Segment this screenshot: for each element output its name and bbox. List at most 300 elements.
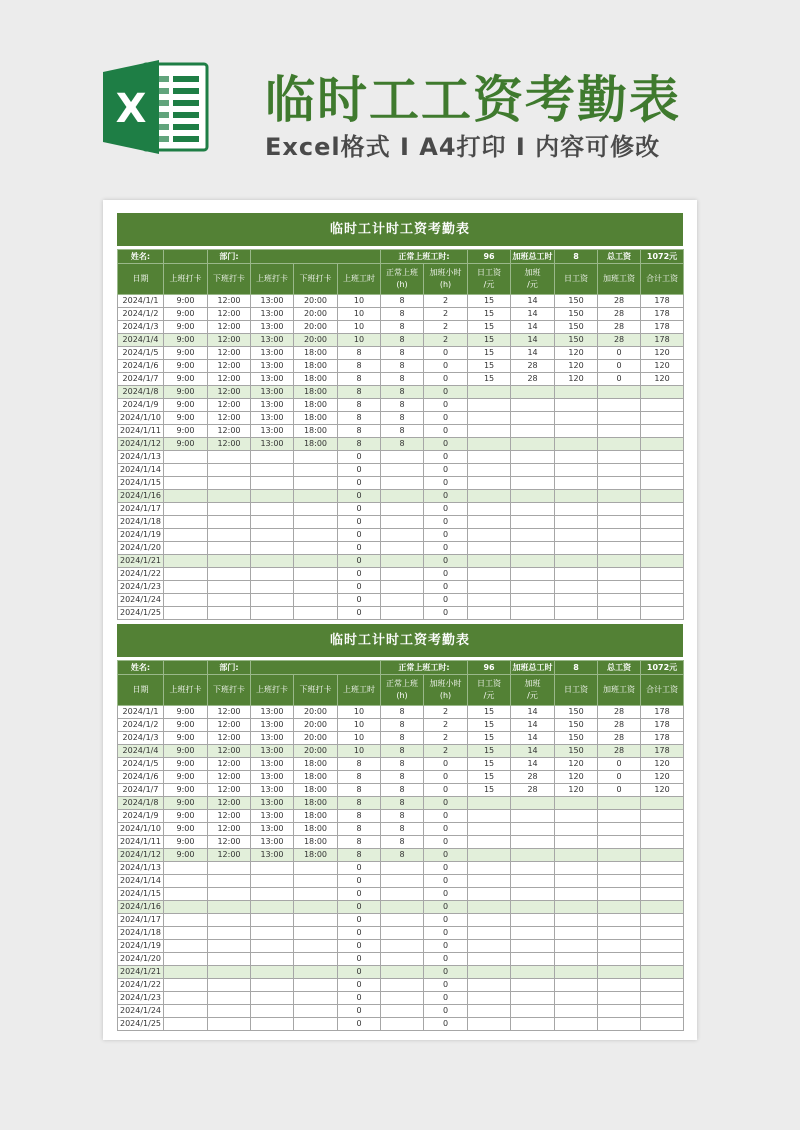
table-cell[interactable]: 14 [511, 719, 555, 732]
table-cell[interactable]: 20:00 [294, 308, 338, 321]
table-cell[interactable] [468, 386, 511, 399]
table-cell[interactable]: 178 [641, 745, 684, 758]
table-cell[interactable]: 0 [424, 516, 468, 529]
table-cell[interactable]: 18:00 [294, 399, 338, 412]
table-cell[interactable] [641, 901, 684, 914]
table-cell[interactable]: 2024/1/1 [118, 706, 164, 719]
table-cell[interactable]: 2024/1/20 [118, 953, 164, 966]
table-cell[interactable] [641, 594, 684, 607]
table-cell[interactable]: 9:00 [164, 784, 208, 797]
table-cell[interactable]: 14 [511, 347, 555, 360]
table-cell[interactable]: 2 [424, 334, 468, 347]
table-cell[interactable] [555, 797, 598, 810]
table-cell[interactable]: 9:00 [164, 425, 208, 438]
table-cell[interactable]: 0 [424, 784, 468, 797]
table-cell[interactable] [294, 953, 338, 966]
table-cell[interactable]: 0 [424, 607, 468, 620]
table-cell[interactable] [468, 1018, 511, 1031]
table-cell[interactable]: 0 [598, 360, 641, 373]
table-cell[interactable]: 0 [338, 979, 381, 992]
table-cell[interactable]: 0 [598, 784, 641, 797]
table-cell[interactable]: 12:00 [208, 797, 251, 810]
table-cell[interactable] [208, 529, 251, 542]
table-cell[interactable] [294, 581, 338, 594]
table-cell[interactable] [598, 927, 641, 940]
table-cell[interactable]: 2024/1/9 [118, 399, 164, 412]
table-cell[interactable] [511, 451, 555, 464]
table-cell[interactable] [164, 992, 208, 1005]
table-cell[interactable]: 14 [511, 295, 555, 308]
table-cell[interactable]: 9:00 [164, 719, 208, 732]
table-cell[interactable]: 15 [468, 771, 511, 784]
table-cell[interactable] [381, 516, 424, 529]
table-cell[interactable] [468, 399, 511, 412]
table-cell[interactable] [164, 581, 208, 594]
table-cell[interactable]: 0 [424, 490, 468, 503]
table-cell[interactable]: 9:00 [164, 758, 208, 771]
table-cell[interactable]: 0 [424, 901, 468, 914]
table-cell[interactable] [164, 542, 208, 555]
table-cell[interactable]: 9:00 [164, 334, 208, 347]
table-cell[interactable] [468, 940, 511, 953]
table-cell[interactable] [468, 516, 511, 529]
table-cell[interactable] [511, 425, 555, 438]
table-cell[interactable]: 15 [468, 373, 511, 386]
table-cell[interactable] [294, 914, 338, 927]
table-cell[interactable] [598, 966, 641, 979]
table-cell[interactable]: 8 [381, 438, 424, 451]
table-cell[interactable] [641, 438, 684, 451]
table-cell[interactable]: 120 [555, 360, 598, 373]
table-cell[interactable] [381, 927, 424, 940]
table-cell[interactable]: 2024/1/12 [118, 438, 164, 451]
table-cell[interactable] [641, 849, 684, 862]
table-cell[interactable] [251, 477, 294, 490]
table-cell[interactable] [598, 516, 641, 529]
table-cell[interactable] [511, 823, 555, 836]
table-cell[interactable]: 20:00 [294, 732, 338, 745]
table-cell[interactable] [208, 594, 251, 607]
table-cell[interactable]: 0 [338, 1018, 381, 1031]
table-cell[interactable]: 18:00 [294, 771, 338, 784]
table-cell[interactable] [555, 490, 598, 503]
table-cell[interactable]: 9:00 [164, 810, 208, 823]
table-cell[interactable]: 0 [424, 914, 468, 927]
table-cell[interactable]: 13:00 [251, 771, 294, 784]
table-cell[interactable]: 0 [338, 529, 381, 542]
table-cell[interactable] [555, 555, 598, 568]
table-cell[interactable] [468, 581, 511, 594]
table-cell[interactable]: 0 [424, 425, 468, 438]
table-cell[interactable]: 18:00 [294, 438, 338, 451]
table-cell[interactable]: 178 [641, 706, 684, 719]
table-cell[interactable] [555, 438, 598, 451]
table-cell[interactable] [555, 914, 598, 927]
table-cell[interactable]: 8 [381, 849, 424, 862]
table-cell[interactable]: 14 [511, 706, 555, 719]
table-cell[interactable] [251, 1005, 294, 1018]
table-cell[interactable]: 2024/1/13 [118, 862, 164, 875]
table-cell[interactable]: 2024/1/15 [118, 477, 164, 490]
table-cell[interactable]: 2024/1/23 [118, 581, 164, 594]
table-cell[interactable]: 15 [468, 706, 511, 719]
table-cell[interactable]: 2024/1/4 [118, 745, 164, 758]
table-cell[interactable]: 120 [641, 347, 684, 360]
table-cell[interactable]: 8 [381, 836, 424, 849]
table-cell[interactable] [555, 607, 598, 620]
table-cell[interactable]: 0 [424, 797, 468, 810]
table-cell[interactable] [381, 1018, 424, 1031]
table-cell[interactable]: 15 [468, 758, 511, 771]
table-cell[interactable]: 8 [338, 412, 381, 425]
table-cell[interactable] [598, 901, 641, 914]
table-cell[interactable]: 0 [424, 438, 468, 451]
table-cell[interactable]: 2024/1/15 [118, 888, 164, 901]
table-cell[interactable] [251, 503, 294, 516]
table-cell[interactable]: 13:00 [251, 849, 294, 862]
table-cell[interactable]: 2024/1/16 [118, 901, 164, 914]
table-cell[interactable] [468, 992, 511, 1005]
table-cell[interactable]: 2024/1/7 [118, 784, 164, 797]
table-cell[interactable] [381, 901, 424, 914]
table-cell[interactable] [164, 568, 208, 581]
table-cell[interactable] [598, 581, 641, 594]
table-cell[interactable] [251, 490, 294, 503]
table-cell[interactable]: 0 [424, 503, 468, 516]
table-cell[interactable]: 2 [424, 719, 468, 732]
table-cell[interactable]: 13:00 [251, 373, 294, 386]
table-cell[interactable] [511, 810, 555, 823]
table-cell[interactable]: 8 [338, 360, 381, 373]
table-cell[interactable]: 0 [424, 810, 468, 823]
table-cell[interactable] [511, 1005, 555, 1018]
table-cell[interactable]: 9:00 [164, 360, 208, 373]
table-cell[interactable] [468, 810, 511, 823]
table-cell[interactable] [511, 412, 555, 425]
table-cell[interactable] [598, 451, 641, 464]
table-cell[interactable]: 2024/1/19 [118, 940, 164, 953]
table-cell[interactable]: 2024/1/16 [118, 490, 164, 503]
table-cell[interactable] [381, 953, 424, 966]
table-cell[interactable] [164, 1018, 208, 1031]
table-cell[interactable]: 8 [381, 745, 424, 758]
table-cell[interactable] [381, 581, 424, 594]
table-cell[interactable]: 178 [641, 719, 684, 732]
table-cell[interactable]: 9:00 [164, 849, 208, 862]
table-cell[interactable]: 2024/1/25 [118, 607, 164, 620]
table-cell[interactable]: 2024/1/22 [118, 979, 164, 992]
table-cell[interactable]: 8 [381, 823, 424, 836]
table-cell[interactable]: 13:00 [251, 334, 294, 347]
table-cell[interactable]: 15 [468, 334, 511, 347]
table-cell[interactable] [468, 966, 511, 979]
table-cell[interactable] [208, 503, 251, 516]
table-cell[interactable] [468, 542, 511, 555]
table-cell[interactable]: 12:00 [208, 836, 251, 849]
table-cell[interactable]: 2 [424, 308, 468, 321]
table-cell[interactable]: 150 [555, 745, 598, 758]
table-cell[interactable]: 2 [424, 295, 468, 308]
table-cell[interactable]: 0 [424, 979, 468, 992]
table-cell[interactable]: 0 [338, 875, 381, 888]
table-cell[interactable] [381, 862, 424, 875]
table-cell[interactable] [598, 555, 641, 568]
table-cell[interactable]: 13:00 [251, 732, 294, 745]
table-cell[interactable]: 13:00 [251, 706, 294, 719]
table-cell[interactable] [511, 940, 555, 953]
table-cell[interactable]: 13:00 [251, 347, 294, 360]
table-cell[interactable] [294, 594, 338, 607]
table-cell[interactable] [294, 927, 338, 940]
table-cell[interactable] [511, 477, 555, 490]
table-cell[interactable]: 120 [641, 373, 684, 386]
table-cell[interactable] [511, 953, 555, 966]
table-cell[interactable] [555, 581, 598, 594]
table-cell[interactable]: 15 [468, 360, 511, 373]
table-cell[interactable] [511, 849, 555, 862]
table-cell[interactable] [208, 888, 251, 901]
table-cell[interactable]: 9:00 [164, 745, 208, 758]
table-cell[interactable] [598, 477, 641, 490]
table-cell[interactable] [641, 992, 684, 1005]
table-cell[interactable] [598, 914, 641, 927]
table-cell[interactable] [511, 836, 555, 849]
table-cell[interactable]: 8 [338, 373, 381, 386]
table-cell[interactable]: 8 [338, 386, 381, 399]
table-cell[interactable] [468, 490, 511, 503]
table-cell[interactable]: 150 [555, 308, 598, 321]
table-cell[interactable] [251, 464, 294, 477]
table-cell[interactable]: 8 [381, 771, 424, 784]
table-cell[interactable] [641, 568, 684, 581]
table-cell[interactable] [294, 966, 338, 979]
table-cell[interactable]: 150 [555, 706, 598, 719]
table-cell[interactable]: 8 [338, 438, 381, 451]
table-cell[interactable] [208, 940, 251, 953]
table-cell[interactable] [598, 875, 641, 888]
table-cell[interactable] [164, 529, 208, 542]
table-cell[interactable] [468, 901, 511, 914]
table-cell[interactable]: 0 [598, 347, 641, 360]
table-cell[interactable] [251, 581, 294, 594]
table-cell[interactable] [641, 823, 684, 836]
table-cell[interactable] [164, 979, 208, 992]
table-cell[interactable]: 2024/1/19 [118, 529, 164, 542]
table-cell[interactable] [251, 901, 294, 914]
table-cell[interactable]: 9:00 [164, 732, 208, 745]
table-cell[interactable]: 9:00 [164, 295, 208, 308]
table-cell[interactable]: 8 [381, 425, 424, 438]
table-cell[interactable]: 12:00 [208, 758, 251, 771]
table-cell[interactable] [468, 464, 511, 477]
table-cell[interactable] [598, 953, 641, 966]
table-cell[interactable] [164, 966, 208, 979]
table-cell[interactable]: 2024/1/6 [118, 360, 164, 373]
table-cell[interactable] [641, 490, 684, 503]
table-cell[interactable]: 150 [555, 732, 598, 745]
table-cell[interactable] [208, 581, 251, 594]
table-cell[interactable]: 18:00 [294, 373, 338, 386]
table-cell[interactable]: 2024/1/20 [118, 542, 164, 555]
table-cell[interactable]: 9:00 [164, 321, 208, 334]
table-cell[interactable]: 120 [555, 758, 598, 771]
table-cell[interactable]: 2024/1/10 [118, 412, 164, 425]
table-cell[interactable]: 120 [641, 771, 684, 784]
table-cell[interactable]: 12:00 [208, 412, 251, 425]
table-cell[interactable] [555, 412, 598, 425]
table-cell[interactable] [511, 901, 555, 914]
table-cell[interactable]: 8 [381, 797, 424, 810]
table-cell[interactable]: 2024/1/25 [118, 1018, 164, 1031]
table-cell[interactable] [641, 542, 684, 555]
table-cell[interactable] [641, 503, 684, 516]
table-cell[interactable] [555, 594, 598, 607]
table-cell[interactable] [164, 607, 208, 620]
table-cell[interactable]: 0 [424, 529, 468, 542]
table-cell[interactable]: 2 [424, 745, 468, 758]
table-cell[interactable] [641, 927, 684, 940]
table-cell[interactable] [381, 966, 424, 979]
table-cell[interactable] [511, 607, 555, 620]
table-cell[interactable] [555, 862, 598, 875]
table-cell[interactable]: 10 [338, 719, 381, 732]
table-cell[interactable] [511, 888, 555, 901]
table-cell[interactable]: 0 [338, 1005, 381, 1018]
table-cell[interactable]: 9:00 [164, 399, 208, 412]
table-cell[interactable] [598, 979, 641, 992]
table-cell[interactable] [381, 503, 424, 516]
table-cell[interactable]: 15 [468, 347, 511, 360]
table-cell[interactable]: 12:00 [208, 425, 251, 438]
table-cell[interactable]: 18:00 [294, 758, 338, 771]
table-cell[interactable]: 13:00 [251, 810, 294, 823]
table-cell[interactable]: 12:00 [208, 295, 251, 308]
table-cell[interactable]: 8 [338, 849, 381, 862]
table-cell[interactable] [164, 914, 208, 927]
table-cell[interactable] [251, 555, 294, 568]
table-cell[interactable]: 8 [338, 784, 381, 797]
table-cell[interactable] [294, 555, 338, 568]
table-cell[interactable]: 12:00 [208, 373, 251, 386]
table-cell[interactable]: 8 [381, 334, 424, 347]
table-cell[interactable] [641, 425, 684, 438]
table-cell[interactable] [555, 529, 598, 542]
table-cell[interactable] [294, 464, 338, 477]
table-cell[interactable]: 0 [424, 347, 468, 360]
table-cell[interactable] [555, 1005, 598, 1018]
table-cell[interactable]: 0 [424, 823, 468, 836]
table-cell[interactable] [641, 1018, 684, 1031]
table-cell[interactable] [381, 940, 424, 953]
table-cell[interactable] [555, 477, 598, 490]
table-cell[interactable]: 8 [381, 399, 424, 412]
table-cell[interactable]: 0 [424, 849, 468, 862]
table-cell[interactable] [251, 914, 294, 927]
table-cell[interactable]: 28 [511, 784, 555, 797]
table-cell[interactable] [598, 542, 641, 555]
table-cell[interactable]: 0 [338, 503, 381, 516]
table-cell[interactable] [381, 477, 424, 490]
table-cell[interactable]: 28 [511, 373, 555, 386]
table-cell[interactable]: 0 [424, 1005, 468, 1018]
table-cell[interactable] [641, 607, 684, 620]
table-cell[interactable]: 2024/1/11 [118, 425, 164, 438]
table-cell[interactable] [641, 953, 684, 966]
table-cell[interactable] [251, 529, 294, 542]
table-cell[interactable] [511, 594, 555, 607]
table-cell[interactable] [555, 810, 598, 823]
table-cell[interactable]: 0 [338, 542, 381, 555]
table-cell[interactable]: 13:00 [251, 758, 294, 771]
table-cell[interactable] [511, 875, 555, 888]
table-cell[interactable]: 15 [468, 745, 511, 758]
table-cell[interactable]: 28 [598, 321, 641, 334]
table-cell[interactable] [468, 797, 511, 810]
table-cell[interactable]: 8 [381, 347, 424, 360]
table-cell[interactable] [208, 875, 251, 888]
table-cell[interactable]: 28 [598, 706, 641, 719]
table-cell[interactable] [468, 438, 511, 451]
table-cell[interactable] [598, 568, 641, 581]
table-cell[interactable]: 13:00 [251, 823, 294, 836]
table-cell[interactable]: 0 [424, 477, 468, 490]
table-cell[interactable] [208, 516, 251, 529]
table-cell[interactable]: 8 [381, 373, 424, 386]
table-cell[interactable]: 13:00 [251, 308, 294, 321]
table-cell[interactable]: 15 [468, 784, 511, 797]
table-cell[interactable] [251, 992, 294, 1005]
table-cell[interactable] [251, 1018, 294, 1031]
table-cell[interactable]: 8 [338, 399, 381, 412]
table-cell[interactable] [555, 901, 598, 914]
table-cell[interactable]: 0 [338, 901, 381, 914]
table-cell[interactable] [598, 862, 641, 875]
table-cell[interactable] [641, 399, 684, 412]
table-cell[interactable]: 0 [338, 477, 381, 490]
table-cell[interactable] [555, 823, 598, 836]
table-cell[interactable] [511, 542, 555, 555]
table-cell[interactable] [598, 1005, 641, 1018]
table-cell[interactable]: 12:00 [208, 810, 251, 823]
table-cell[interactable] [468, 888, 511, 901]
table-cell[interactable] [294, 940, 338, 953]
table-cell[interactable] [598, 386, 641, 399]
table-cell[interactable]: 0 [424, 940, 468, 953]
table-cell[interactable]: 12:00 [208, 308, 251, 321]
table-cell[interactable]: 18:00 [294, 386, 338, 399]
table-cell[interactable] [555, 516, 598, 529]
table-cell[interactable] [381, 1005, 424, 1018]
table-cell[interactable]: 12:00 [208, 347, 251, 360]
table-cell[interactable]: 14 [511, 745, 555, 758]
table-cell[interactable] [598, 797, 641, 810]
table-cell[interactable]: 12:00 [208, 719, 251, 732]
table-cell[interactable]: 13:00 [251, 438, 294, 451]
table-cell[interactable] [294, 901, 338, 914]
table-cell[interactable] [381, 594, 424, 607]
table-cell[interactable] [251, 451, 294, 464]
table-cell[interactable] [251, 966, 294, 979]
table-cell[interactable]: 10 [338, 321, 381, 334]
table-cell[interactable]: 12:00 [208, 706, 251, 719]
table-cell[interactable]: 120 [641, 784, 684, 797]
table-cell[interactable] [164, 490, 208, 503]
table-cell[interactable]: 28 [598, 732, 641, 745]
table-cell[interactable] [598, 425, 641, 438]
table-cell[interactable]: 0 [338, 953, 381, 966]
table-cell[interactable]: 10 [338, 295, 381, 308]
table-cell[interactable]: 9:00 [164, 836, 208, 849]
